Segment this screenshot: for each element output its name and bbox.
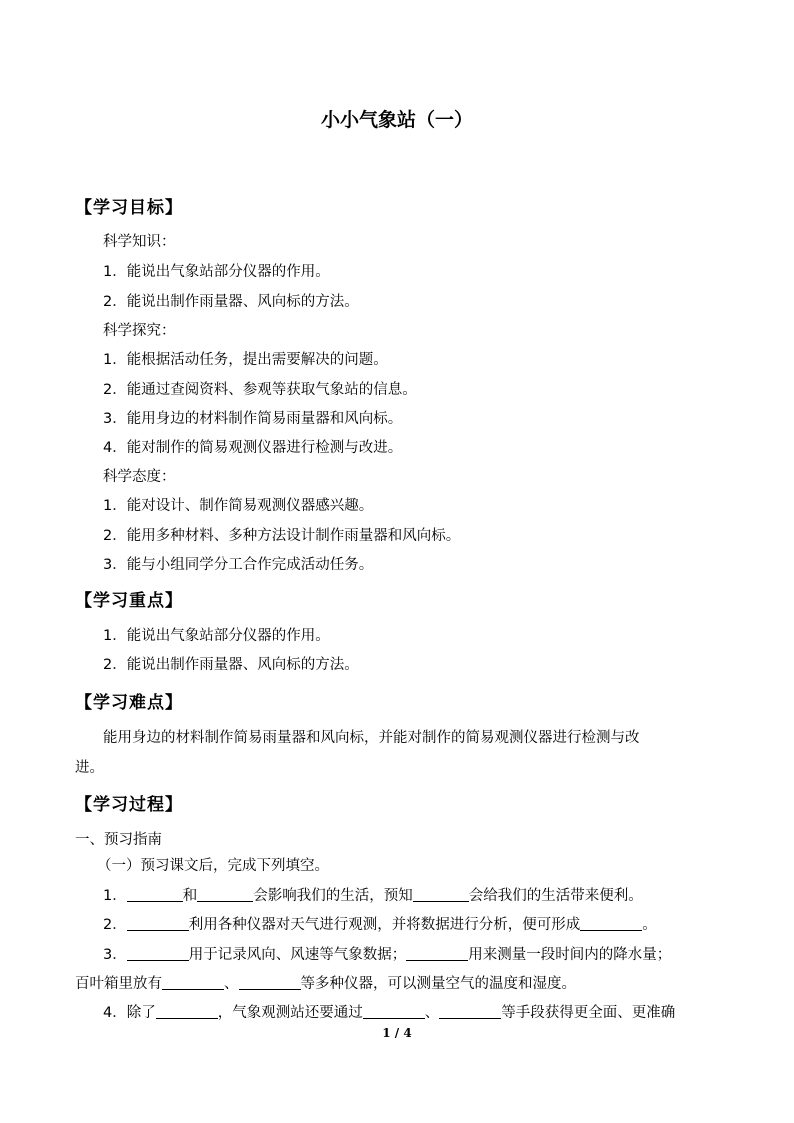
answer-blank[interactable] (363, 1003, 425, 1019)
attitude-label: 科学态度： (103, 469, 176, 485)
inquiry-label: 科学探究： (103, 323, 176, 339)
attitude-item: 2．能用多种材料、多种方法设计制作雨量器和风向标。 (103, 528, 461, 544)
subsection-fill-blanks: （一）预习课文后，完成下列填空。 (97, 858, 329, 874)
page-title: 小小气象站（一） (320, 109, 473, 131)
attitude-item: 3．能与小组同学分工合作完成活动任务。 (103, 557, 374, 573)
focus-item: 1．能说出气象站部分仪器的作用。 (103, 628, 330, 644)
inquiry-item: 3．能用身边的材料制作简易雨量器和风向标。 (103, 411, 403, 427)
answer-blank[interactable] (127, 915, 189, 931)
attitude-item: 1．能对设计、制作简易观测仪器感兴趣。 (103, 498, 374, 514)
answer-blank[interactable] (406, 945, 468, 961)
knowledge-label: 科学知识： (103, 234, 176, 250)
knowledge-item: 1．能说出气象站部分仪器的作用。 (103, 264, 330, 280)
heading-process: 【学习过程】 (75, 795, 183, 815)
heading-goals: 【学习目标】 (75, 198, 183, 218)
question-4: 4．除了 ，气象观测站还要通过 、 等手段获得更全面、更准确 (103, 1005, 676, 1021)
question-1: 1． 和 会影响我们的生活，预知 会给我们的生活带来便利。 (103, 888, 643, 904)
answer-blank[interactable] (197, 886, 253, 902)
answer-blank[interactable] (162, 974, 224, 990)
answer-blank[interactable] (127, 886, 183, 902)
question-3-cont: 百叶箱里放有 、 等多种仪器，可以测量空气的温度和湿度。 (75, 976, 576, 992)
answer-blank[interactable] (127, 945, 189, 961)
answer-blank[interactable] (413, 886, 469, 902)
inquiry-item: 1．能根据活动任务，提出需要解决的问题。 (103, 352, 388, 368)
inquiry-item: 2．能通过查阅资料、参观等获取气象站的信息。 (103, 382, 417, 398)
question-3: 3． 用于记录风向、风速等气象数据； 用来测量一段时间内的降水量； (103, 947, 672, 963)
heading-difficulty: 【学习难点】 (75, 693, 183, 713)
answer-blank[interactable] (580, 915, 642, 931)
section-preview-guide: 一、预习指南 (75, 832, 162, 848)
heading-focus: 【学习重点】 (75, 591, 183, 611)
focus-item: 2．能说出制作雨量器、风向标的方法。 (103, 657, 359, 673)
answer-blank[interactable] (156, 1003, 218, 1019)
knowledge-item: 2．能说出制作雨量器、风向标的方法。 (103, 294, 359, 310)
question-2: 2． 利用各种仪器对天气进行观测，并将数据进行分析，便可形成 。 (103, 917, 657, 933)
answer-blank[interactable] (439, 1003, 501, 1019)
inquiry-item: 4．能对制作的简易观测仪器进行检测与改进。 (103, 440, 403, 456)
difficulty-text-cont: 进。 (75, 760, 104, 776)
answer-blank[interactable] (239, 974, 301, 990)
difficulty-text: 能用身边的材料制作简易雨量器和风向标，并能对制作的简易观测仪器进行检测与改 (103, 730, 640, 746)
page-number: 1 / 4 (382, 1026, 412, 1040)
